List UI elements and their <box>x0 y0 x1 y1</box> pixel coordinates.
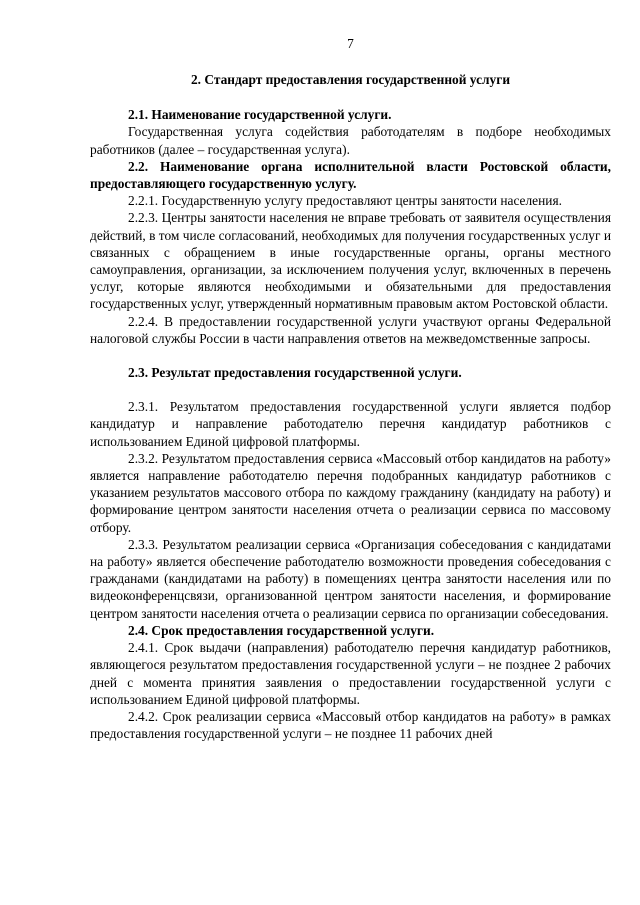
paragraph: 2.3.3. Результатом реализации сервиса «Организация собеседования с кандидатами на работу» является обеспечение работодателю возможности проведения собеседования с гражданами (кандидатами на работу) в помещениях центра занятости населения или по видеоконференцсвязи, организованной центром занятости населения, и формирование центром занятости населения отчета о реализации сервиса по организации собеседования. <box>90 536 611 621</box>
document-body <box>90 71 611 742</box>
section-title: 2. Стандарт предоставления государственной услуги <box>190 72 511 87</box>
document-page <box>90 0 611 905</box>
paragraph: 2.3.2. Результатом предоставления сервиса «Массовый отбор кандидатов на работу» является направление работодателю перечня подобранных кандидатур работников с указанием результатов массового отбора по каждому гражданину (кандидату на работу) и формирование центром занятости населения отчета о реализации сервиса по массовому отбору. <box>90 450 611 535</box>
subsection-heading: 2.4. Срок предоставления государственной услуги. <box>128 622 435 638</box>
paragraph: 2.2.1. Государственную услугу предоставляют центры занятости населения. <box>128 193 562 209</box>
paragraph: 2.2.4. В предоставлении государственной услуги участвуют органы Федеральной налоговой службы России в части направления ответов на межведомственные запросы. <box>90 313 611 346</box>
paragraph: 2.4.2. Срок реализации сервиса «Массовый отбор кандидатов на работу» в рамках предоставления государственной услуги – не позднее 11 рабочих дней <box>90 708 611 742</box>
subsection-heading: 2.3. Результат предоставления государственной услуги. <box>128 365 462 381</box>
subsection-heading: 2.1. Наименование государственной услуги. <box>128 107 392 123</box>
subsection-heading: 2.2. Наименование органа исполнительной власти Ростовской области, предоставляющего государственную услугу. <box>90 158 611 192</box>
paragraph: 2.3.1. Результатом предоставления государственной услуги является подбор кандидатур и направление работодателю перечня кандидатур работников с использованием Единой цифровой платформы. <box>90 399 611 449</box>
paragraph: Государственная услуга содействия работодателям в подборе необходимых работников (далее – государственная услуга). <box>90 124 611 157</box>
paragraph: 2.2.3. Центры занятости населения не вправе требовать от заявителя осуществления действий, в том числе согласований, необходимых для получения государственных услуг и связанных с обращением в иные государственные органы, органы местного самоуправления, организации, за исключением получения услуг, включенных в перечень услуг, которые являются необходимыми и обязательными для предоставления государственных услуг, утвержденный нормативным правовым актом Ростовской области. <box>90 210 611 312</box>
page-number: 7 <box>347 36 354 51</box>
paragraph: 2.4.1. Срок выдачи (направления) работодателю перечня кандидатур работников, являющегося результатом предоставления государственной услуги – не позднее 2 рабочих дней с момента принятия заявления о предоставлении государственной услуги с использованием Единой цифровой платформы. <box>90 640 611 707</box>
